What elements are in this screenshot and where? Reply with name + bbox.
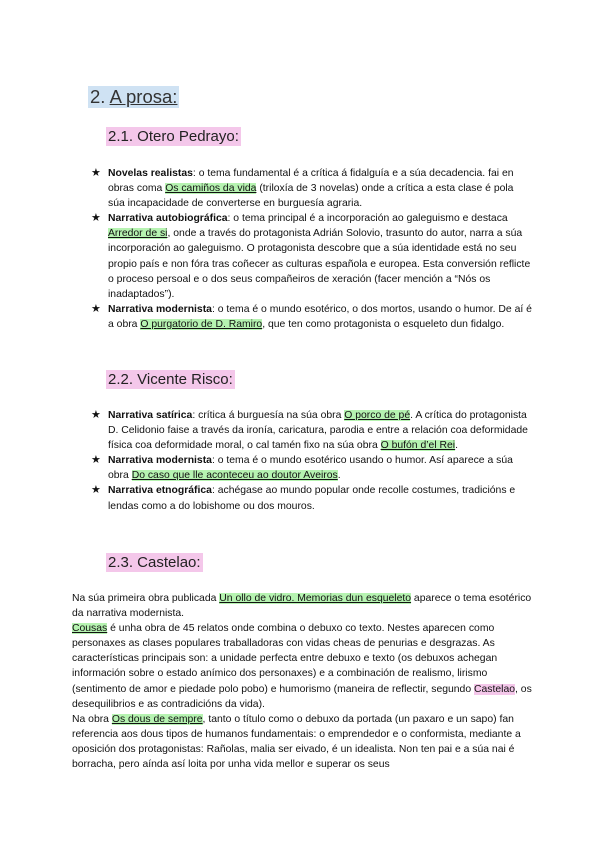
work-link: O purgatorio de D. Ramiro <box>140 318 263 330</box>
risco-list <box>92 408 532 514</box>
star-icon: ★ <box>91 454 101 467</box>
work-link: O porco de pé <box>344 410 411 421</box>
section-title-castelao: 2.3. Castelao: <box>108 554 201 571</box>
section-title-risco: 2.2. Vicente Risco: <box>108 371 233 388</box>
star-icon: ★ <box>91 409 101 421</box>
paragraph: Na obra Os dous de sempre, tanto o título como o debuxo da portada (un paxaro e un sapo) fan referencia aos dous tipos de humanos fundamentais: o emprendedor e o conformista, mediante a oposición dos protagonistas: Rañolas, malia ser eivado, é un idealista. Non ten pai e a súa nai é borracha, pero aínda así loita por unha vida mellor e superar os seus <box>72 713 521 771</box>
list-item: ★ Narrativa autobiográfica: o tema principal é a incorporación ao galeguismo e destaca Arredor de si, onde a través do protagonista Adrián Solovio, trasunto do autor, narra a súa incorporación ao galeguismo. O protagonista descobre que a súa identidade está no seu propio país e non fóra tras coñecer as culturas española e europea. Esta conversión reflicte o proceso persoal e o dos seus compañeiros de xeración (facer mención a “Nós os inadaptados”). <box>91 212 531 300</box>
heading-prose <box>88 86 179 108</box>
star-icon: ★ <box>91 302 101 315</box>
work-link: Os dous de sempre <box>111 713 203 725</box>
work-link: Un ollo de vidro. Memorias dun esqueleto <box>219 593 412 604</box>
author-name: Castelao <box>474 683 516 695</box>
list-item: ★ Narrativa modernista: o tema é o mundo esotérico usando o humor. Así aparece a súa obra Do caso que lle aconteceu ao doutor Aveiros. <box>91 454 513 482</box>
list-item: ★ Narrativa modernista: o tema é o mundo esotérico, o dos mortos, usando o humor. De aí é a obra O purgatorio de D. Ramiro, que ten como protagonista o esqueleto dun fidalgo. <box>91 302 532 330</box>
list-item: ★ Narrativa etnográfica: achégase ao mundo popular onde recolle costumes, tradicións e lendas como a do lobishome ou dos mouros. <box>91 484 516 512</box>
otero-list <box>92 166 532 332</box>
castelao-text <box>72 591 534 772</box>
star-icon: ★ <box>91 167 101 179</box>
work-link: Cousas <box>72 623 108 635</box>
paragraph: Cousas é unha obra de 45 relatos onde combina o debuxo co texto. Nestes aparecen como personaxes as clases populares traballadoras con vidas cheas de penurias e desgrazas. As características principais son: a unidade perfecta entre debuxo e texto (os debuxos achegan información sobre o estado anímico dos personaxes) e a combinación de realismo, lirismo (sentimento de amor e piedade polo pobo) e humorismo (maneira de reflectir, segundo Castelao, os desequilibrios e as contradicións da vida). <box>72 623 532 710</box>
list-item: ★ Narrativa satírica: crítica á burguesía na súa obra O porco de pé. A crítica do protagonista D. Celidonio faise a través da ironía, caricatura, parodia e entre a relación coa deformidade física coa deformidade moral, o cal tamén fixo na súa obra O bufón d’el Rei. <box>91 409 528 452</box>
section-title-otero: 2.1. Otero Pedrayo: <box>108 128 239 145</box>
work-link: Arredor de si <box>108 228 168 240</box>
work-link: Os camiños da vida <box>165 183 257 195</box>
heading-title: A prosa: <box>109 86 178 107</box>
list-item: ★ Novelas realistas: o tema fundamental é a crítica á fidalguía e a súa decadencia. fai en obras coma Os camiños da vida (triloxía de 3 novelas) onde a crítica a esta clase é pola súa incapacidade de converterse en burguesía agraria. <box>91 167 514 210</box>
heading-number: 2. <box>90 86 106 107</box>
work-link: Do caso que lle aconteceu ao doutor Aveiros <box>131 470 338 482</box>
work-link: O bufón d’el Rei <box>380 440 456 452</box>
paragraph: Na súa primeira obra publicada Un ollo de vidro. Memorias dun esqueleto aparece o tema esotérico da narrativa modernista. <box>72 593 532 620</box>
star-icon: ★ <box>91 212 101 225</box>
star-icon: ★ <box>91 484 101 497</box>
